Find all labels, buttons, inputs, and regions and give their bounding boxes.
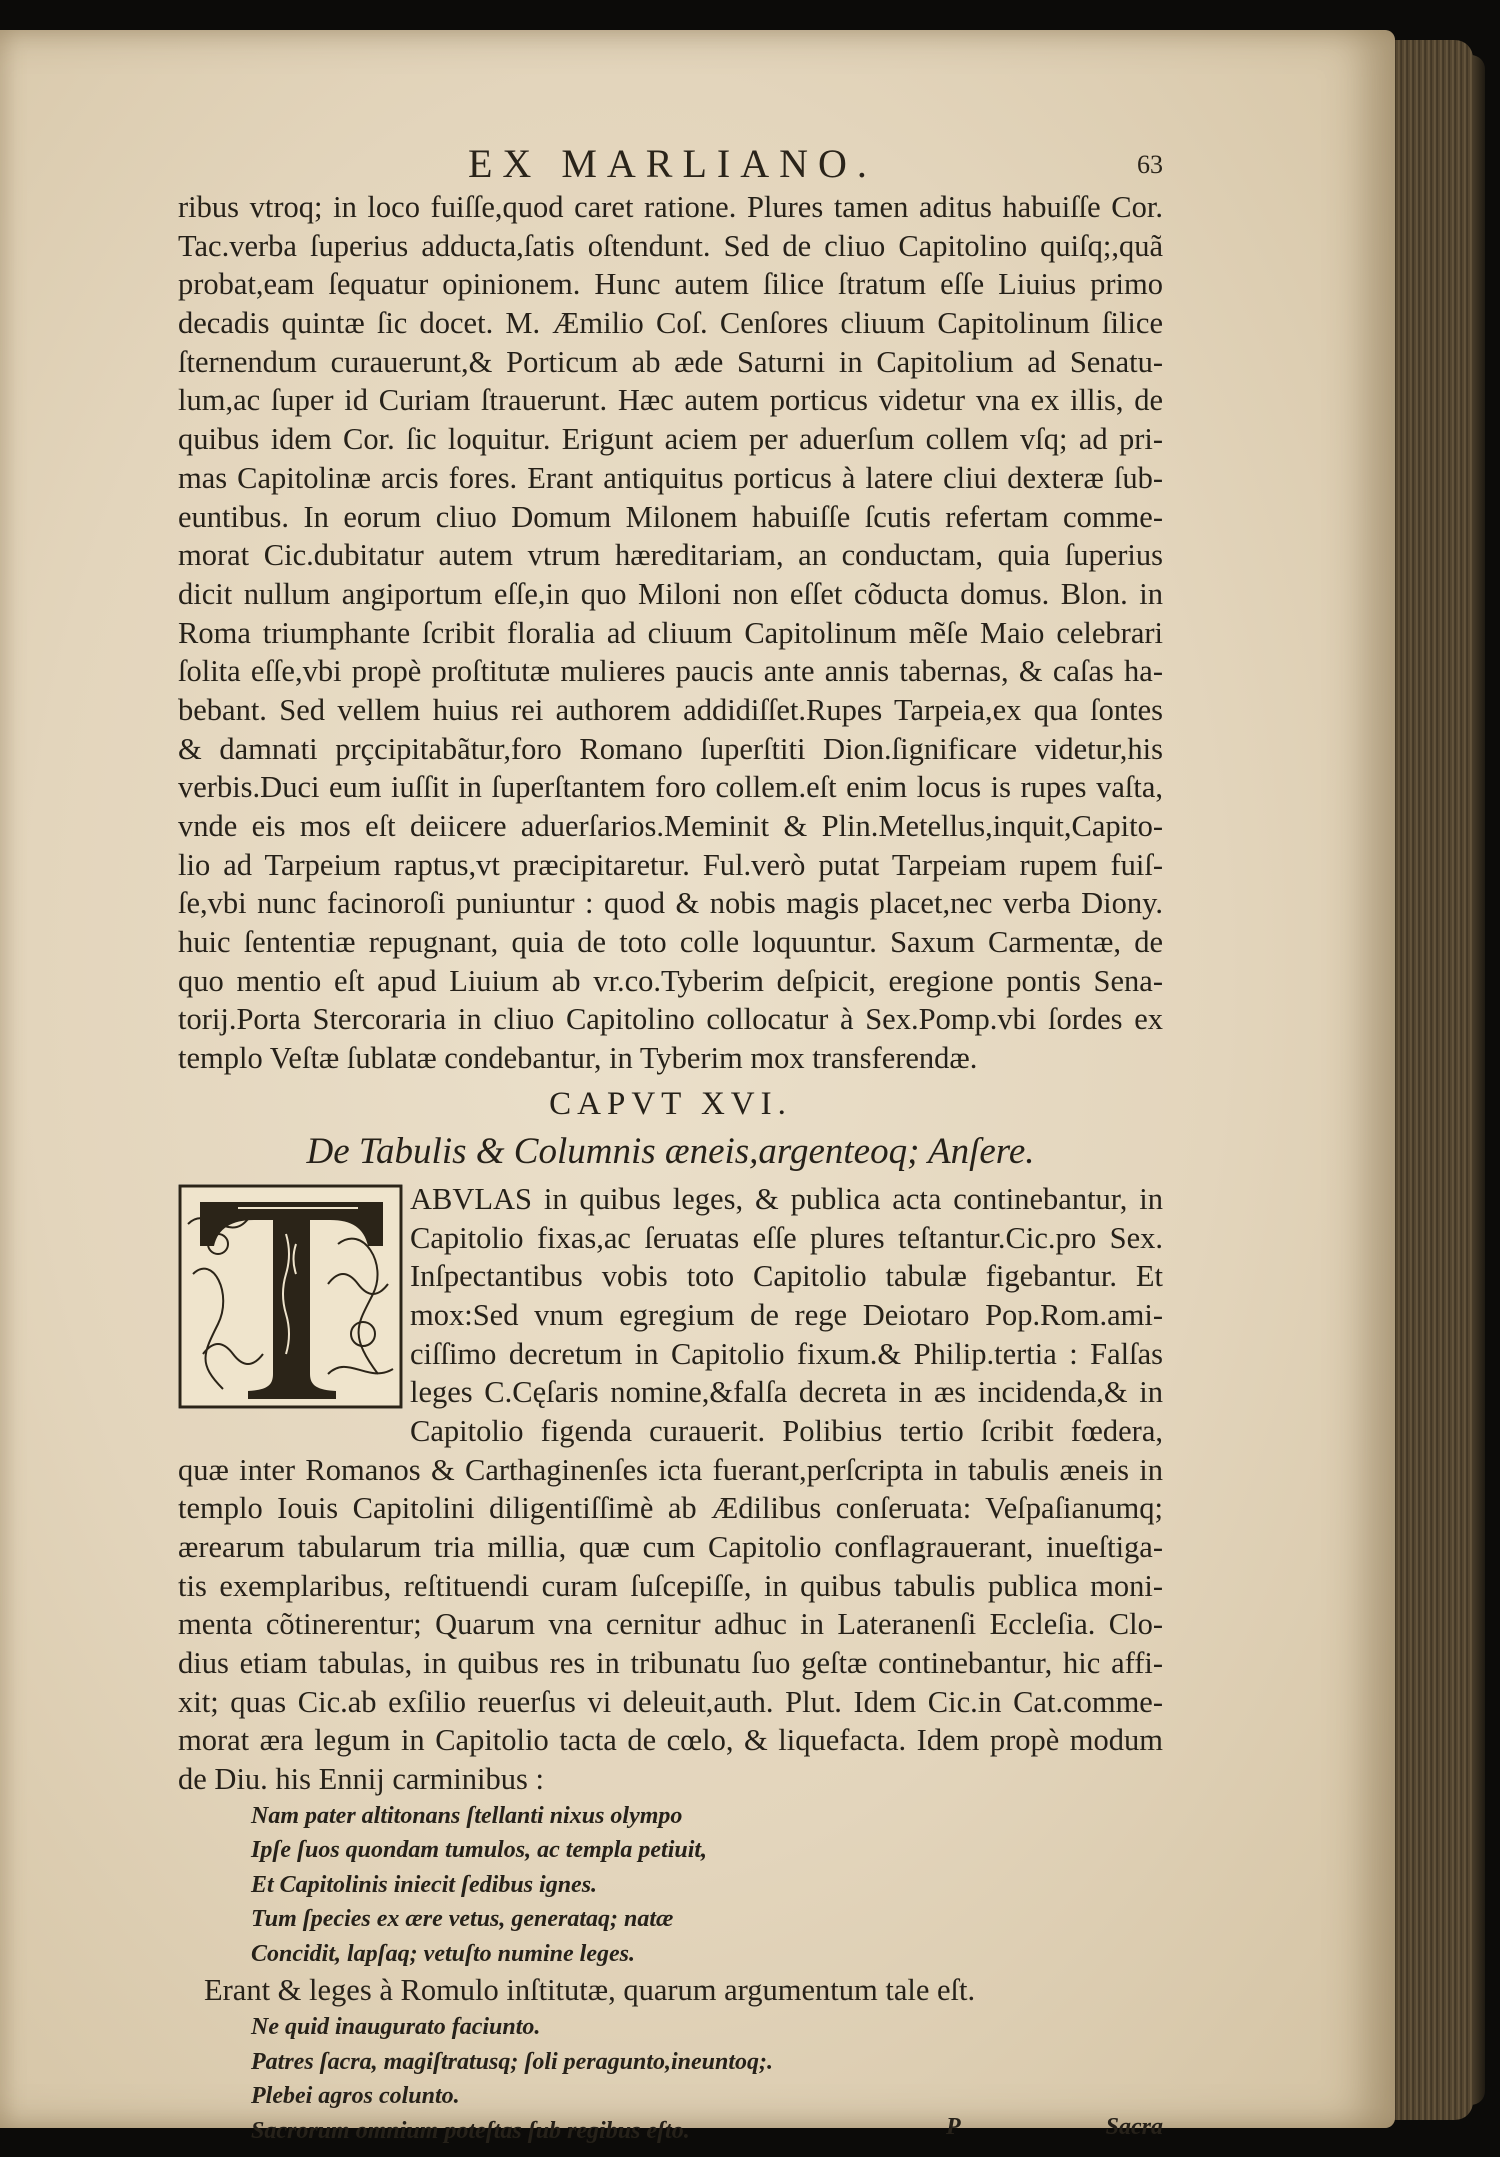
- text-line: morat æra legum in Capitolio tacta de cœlo, & liquefacta. Idem propè modum: [178, 1723, 1163, 1758]
- verse-line: Tum ſpecies ex ære vetus, generataq; natæ: [251, 1906, 674, 1933]
- text-line: torij.Porta Stercoraria in cliuo Capitolino collocatur à Sex.Pomp.vbi ſordes ex: [178, 1002, 1163, 1037]
- text-block: [178, 140, 1163, 2148]
- text-line: euntibus. In eorum cliuo Domum Milonem habuiſſe ſcutis refertam comme-: [178, 499, 1163, 534]
- running-head: [178, 140, 1163, 188]
- text-line: quæ inter Romanos & Carthaginenſes icta fuerant,perſcripta in tabulis æneis in: [178, 1452, 1163, 1487]
- prose-before-chapter: [178, 188, 1163, 1078]
- romulus-laws: [178, 2010, 1163, 2114]
- text-line: Erant & leges à Romulo inſtitutæ, quarum argumentum tale eſt.: [204, 1973, 976, 2008]
- initial-paragraph: [178, 1180, 1163, 1451]
- text-line: mox:Sed vnum egregium de rege Deiotaro Pop.Rom.ami-: [410, 1297, 1163, 1332]
- signature-mark: P: [946, 2113, 961, 2140]
- text-line: mas Capitolinæ arcis fores. Erant antiquitus porticus à latere cliui dexteræ ſub-: [178, 460, 1163, 495]
- ornamental-initial-icon: [178, 1184, 403, 1409]
- prose-after-initial: [178, 1451, 1163, 1799]
- text-line: verbis.Duci eum iuſſit in ſuperſtantem foro collem.eſt enim locus is rupes vaſta,: [178, 770, 1163, 805]
- text-line: ſe,vbi nunc facinoroſi puniuntur : quod & nobis magis placet,nec verba Diony.: [178, 886, 1163, 921]
- text-line: ciſſimo decretum in Capitolio fixum.& Philip.tertia : Falſas: [410, 1336, 1163, 1371]
- text-line: huic ſententiæ repugnant, quia de toto colle loquuntur. Saxum Carmentæ, de: [178, 925, 1163, 960]
- ennius-verses: [178, 1799, 1163, 1972]
- last-row: [178, 2114, 1163, 2149]
- text-line: ſolita eſſe,vbi propè proſtitutæ mulieres paucis ante annis tabernas, & caſas ha-: [178, 654, 1163, 689]
- laws-intro: [178, 1971, 1163, 2010]
- law-line: Patres ſacra, magiſtratusq; ſoli peragunto,ineuntoq;.: [251, 2048, 774, 2075]
- text-line: ABVLAS in quibus leges, & publica acta continebantur, in: [410, 1181, 1163, 1216]
- verse-line: Ipſe ſuos quondam tumulos, ac templa petiuit,: [251, 1837, 708, 1864]
- text-line: bebant. Sed vellem huius rei authorem addidiſſet.Rupes Tarpeia,ex qua ſontes: [178, 692, 1163, 727]
- law-line: Ne quid inaugurato faciunto.: [251, 2014, 541, 2040]
- text-line: xit; quas Cic.ab exſilio reuerſus vi deleuit,auth. Plut. Idem Cic.in Cat.comme-: [178, 1684, 1163, 1719]
- text-line: ribus vtroq; in loco fuiſſe,quod caret ratione. Plures tamen aditus habuiſſe Cor.: [178, 190, 1163, 224]
- text-line: & damnati prçcipitabãtur,foro Romano ſuperſtiti Dion.ſignificare videtur,his: [178, 731, 1163, 766]
- verse-line: Et Capitolinis iniecit ſedibus ignes.: [251, 1871, 598, 1898]
- chapter-number: CAPVT XVI.: [549, 1085, 792, 1122]
- folio-number: 63: [1137, 150, 1163, 179]
- text-line: menta cõtinerentur; Quarum vna cernitur adhuc in Lateranenſi Eccleſia. Clo-: [178, 1607, 1163, 1642]
- text-line: leges C.Cęſaris nomine,&falſa decreta in æs incidenda,& in: [410, 1375, 1163, 1410]
- text-line: vnde eis mos eſt deiicere aduerſarios.Meminit & Plin.Metellus,inquit,Capito-: [178, 809, 1163, 843]
- page-fore-edge: [1385, 40, 1473, 2120]
- text-line: dicit nullum angiportum eſſe,in quo Miloni non eſſet cõducta domus. Blon. in: [178, 576, 1163, 611]
- catchword: Sacra: [1105, 2113, 1163, 2140]
- text-line: dius etiam tabulas, in quibus res in tribunatu ſuo geſtæ continebantur, hic affi-: [178, 1646, 1163, 1681]
- text-line: quibus idem Cor. ſic loquitur. Erigunt aciem per aduerſum collem vſq; ad pri-: [178, 422, 1163, 457]
- text-line: Capitolio fixas,ac ſeruatas eſſe plures teſtantur.Cic.pro Sex.: [410, 1220, 1163, 1255]
- text-line: Capitolio figenda curauerit. Polibius tertio ſcribit fœdera,: [410, 1413, 1163, 1448]
- law-line: Plebei agros colunto.: [251, 2083, 460, 2109]
- text-line: lum,ac ſuper id Curiam ſtrauerunt. Hæc autem porticus videtur vna ex illis, de: [178, 383, 1163, 418]
- text-line: templo Veſtæ ſublatæ condebantur, in Tyberim mox transferendæ.: [178, 1041, 978, 1076]
- text-line: morat Cic.dubitatur autem vtrum hæreditariam, an conductam, quia ſuperius: [178, 538, 1163, 573]
- text-line: ſternendum curauerunt,& Porticum ab æde Saturni in Capitolium ad Senatu-: [178, 344, 1163, 379]
- text-line: decadis quintæ ſic docet. M. Æmilio Coſ. Cenſores cliuum Capitolinum ſilice: [178, 306, 1163, 341]
- text-line: Tac.verba ſuperius adducta,ſatis oſtendunt. Sed de cliuo Capitolino quiſq;,quã: [178, 228, 1163, 263]
- text-line: ærearum tabularum tria millia, quæ cum Capitolio conflagrauerant, inueſtiga-: [178, 1530, 1163, 1564]
- verse-line: Concidit, lapſaq; vetuſto numine leges.: [251, 1940, 635, 1967]
- text-line: quo mentio eſt apud Liuium ab vr.co.Tyberim deſpicit, eregione pontis Sena-: [178, 963, 1163, 998]
- text-line: lio ad Tarpeium raptus,vt præcipitaretur. Ful.verò putat Tarpeiam rupem fuiſ-: [178, 847, 1163, 882]
- text-line: probat,eam ſequatur opinionem. Hunc autem ſilice ſtratum eſſe Liuius primo: [178, 267, 1163, 302]
- text-line: tis exemplaribus, reſtituendi curam ſuſcepiſſe, in quibus tabulis publica moni-: [178, 1568, 1163, 1603]
- text-line: Inſpectantibus vobis toto Capitolio tabulæ figebantur. Et: [410, 1259, 1163, 1294]
- text-line: de Diu. his Ennij carminibus :: [178, 1762, 544, 1797]
- law-line: Sacrorum omnium poteſtas ſub regibus eſto.: [251, 2117, 690, 2144]
- chapter-title: De Tabulis & Columnis æneis,argenteoq; Anſere.: [306, 1130, 1035, 1172]
- text-line: Roma triumphante ſcribit floralia ad cliuum Capitolinum mẽſe Maio celebrari: [178, 615, 1163, 650]
- text-line: templo Iouis Capitolini diligentiſſimè ab Ædilibus conſeruata: Veſpaſianumq;: [178, 1491, 1163, 1526]
- running-head-title: EX MARLIANO.: [468, 141, 877, 186]
- verse-line: Nam pater altitonans ſtellanti nixus olympo: [251, 1802, 683, 1829]
